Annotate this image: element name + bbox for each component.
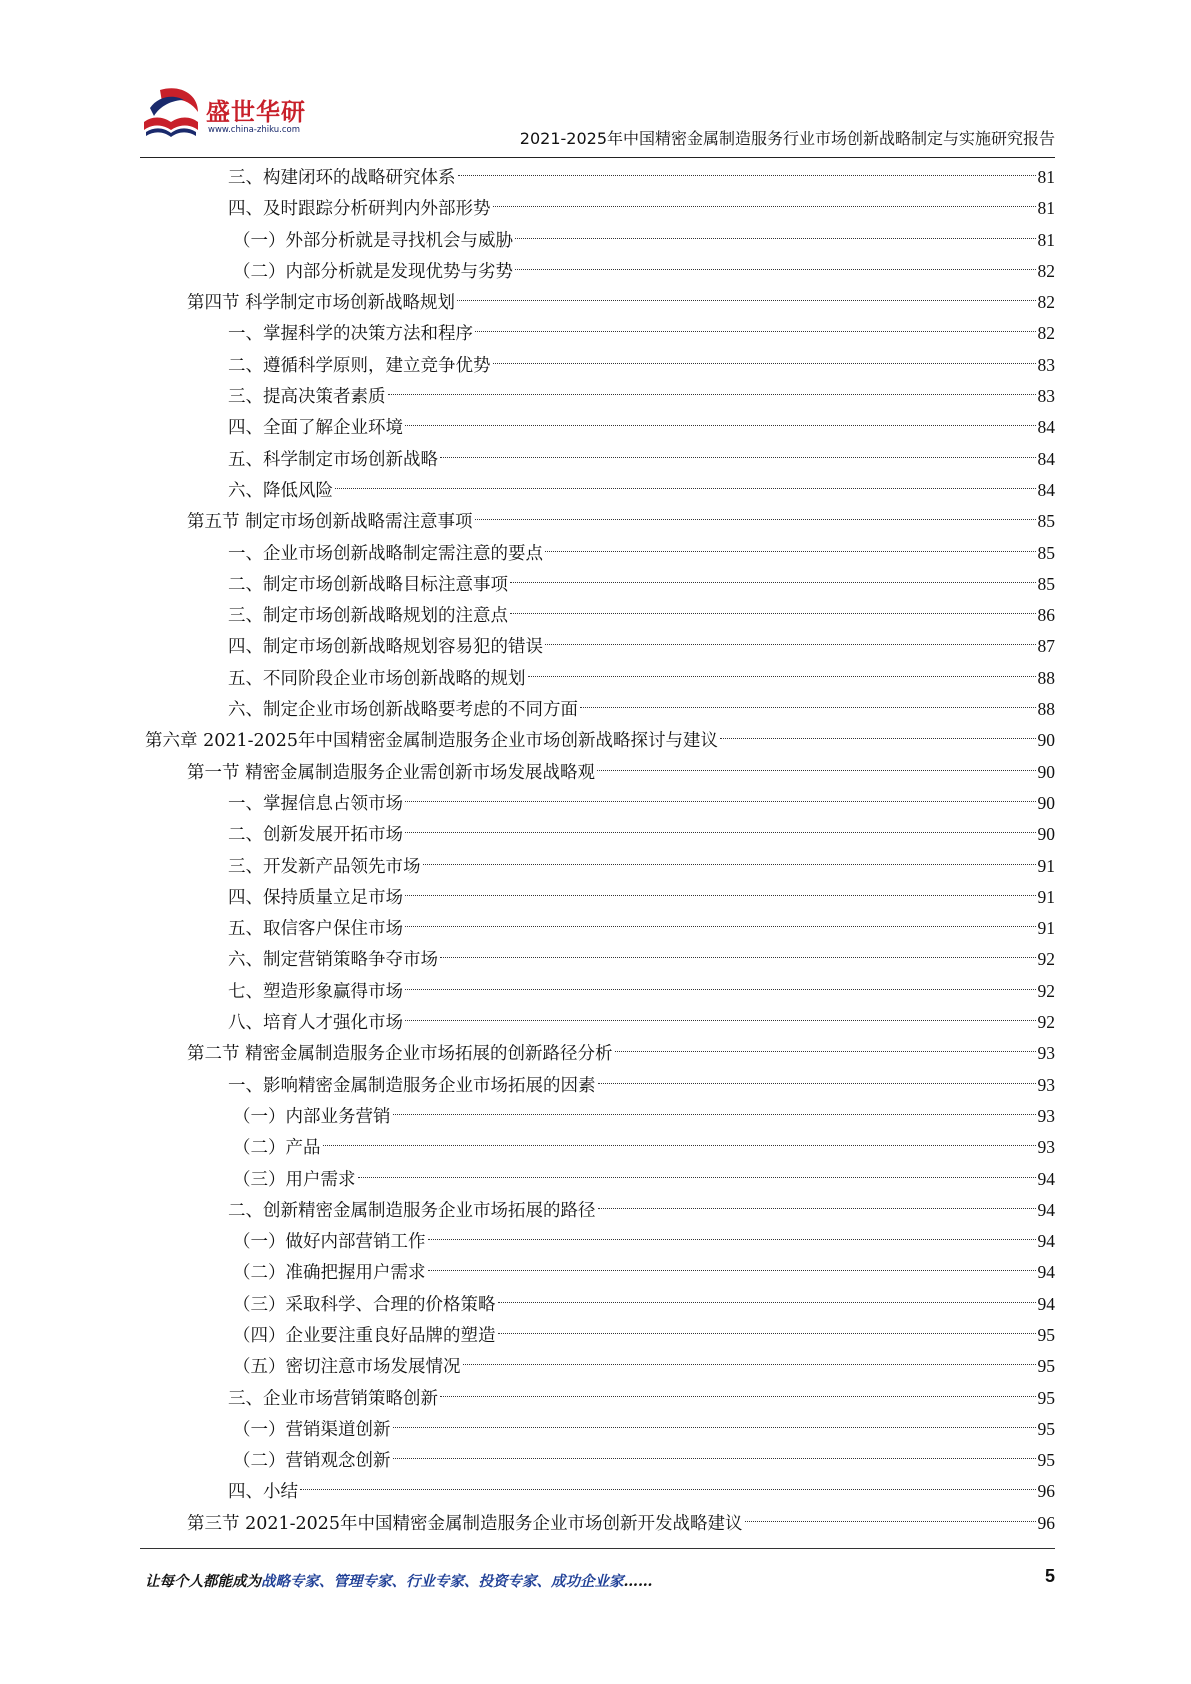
toc-entry-page: 92 <box>1037 1012 1055 1033</box>
toc-dot-leader <box>423 864 1036 865</box>
toc-entry-page: 94 <box>1037 1262 1055 1283</box>
logo-url: www.china-zhiku.com <box>208 125 300 135</box>
toc-dot-leader <box>515 238 1036 239</box>
toc-entry[interactable] <box>145 694 1055 725</box>
toc-entry[interactable] <box>145 412 1055 443</box>
toc-entry-page: 95 <box>1037 1324 1055 1345</box>
toc-dot-leader <box>463 1364 1036 1365</box>
toc-entry-title: （二）内部分析就是发现优势与劣势 <box>233 261 513 282</box>
toc-entry-page: 91 <box>1037 855 1055 876</box>
toc-entry-title: 四、制定市场创新战略规划容易犯的错误 <box>228 637 543 658</box>
toc-entry-title: 三、构建闭环的战略研究体系 <box>228 168 456 188</box>
toc-dot-leader <box>405 801 1036 802</box>
toc-entry-page: 93 <box>1037 1043 1055 1064</box>
toc-entry-page: 91 <box>1037 918 1055 939</box>
toc-entry-title: （一）外部分析就是寻找机会与威胁 <box>233 230 513 251</box>
toc-entry[interactable] <box>145 1101 1055 1132</box>
toc-entry[interactable] <box>145 631 1055 662</box>
header-divider <box>140 157 1055 158</box>
toc-dot-leader <box>598 1083 1036 1084</box>
toc-entry-title: 三、提高决策者素质 <box>228 387 386 408</box>
footer-slogan <box>145 1570 653 1591</box>
toc-entry-title: 第六章 2021-2025年中国精密金属制造服务企业市场创新战略探讨与建议 <box>145 731 719 752</box>
toc-entry-title: 八、培育人才强化市场 <box>228 1013 403 1034</box>
toc-entry[interactable] <box>145 663 1055 694</box>
toc-entry-title: 六、制定营销策略争夺市场 <box>228 950 438 971</box>
toc-entry-page: 90 <box>1037 761 1055 782</box>
toc-entry[interactable] <box>145 1164 1055 1195</box>
footer-slogan-suffix: …… <box>623 1573 653 1590</box>
toc-entry-page: 84 <box>1037 448 1055 469</box>
toc-dot-leader <box>720 738 1035 739</box>
toc-entry[interactable] <box>145 350 1055 381</box>
toc-dot-leader <box>393 1427 1036 1428</box>
toc-entry-title: （三）采取科学、合理的价格策略 <box>233 1294 496 1315</box>
toc-entry-page: 81 <box>1037 167 1055 187</box>
toc-entry-title: 第五节 制定市场创新战略需注意事项 <box>187 512 473 533</box>
toc-entry-title: （三）用户需求 <box>233 1169 356 1190</box>
toc-entry-title: 一、企业市场创新战略制定需注意的要点 <box>228 543 543 564</box>
toc-entry-page: 86 <box>1037 605 1055 626</box>
toc-entry[interactable] <box>145 1226 1055 1257</box>
toc-entry-title: （一）内部业务营销 <box>233 1106 391 1127</box>
toc-entry-page: 93 <box>1037 1105 1055 1126</box>
toc-dot-leader <box>388 394 1036 395</box>
toc-entry-title: 一、掌握信息占领市场 <box>228 793 403 814</box>
toc-entry-page: 85 <box>1037 573 1055 594</box>
toc-entry-title: 三、制定市场创新战略规划的注意点 <box>228 606 508 627</box>
toc-entry-page: 95 <box>1037 1450 1055 1471</box>
toc-entry-title: （一）做好内部营销工作 <box>233 1232 426 1253</box>
toc-dot-leader <box>597 770 1035 771</box>
company-logo <box>140 82 330 146</box>
toc-entry[interactable] <box>145 725 1055 756</box>
toc-dot-leader <box>458 175 1036 176</box>
toc-entry-page: 95 <box>1037 1387 1055 1408</box>
toc-entry-page: 84 <box>1037 417 1055 438</box>
toc-entry-page: 96 <box>1037 1512 1055 1533</box>
toc-entry[interactable] <box>145 569 1055 600</box>
table-of-contents <box>145 162 1055 1539</box>
toc-entry-title: 第三节 2021-2025年中国精密金属制造服务企业市场创新开发战略建议 <box>187 1513 743 1534</box>
toc-entry[interactable] <box>145 882 1055 913</box>
toc-dot-leader <box>405 926 1036 927</box>
toc-entry-title: 二、制定市场创新战略目标注意事项 <box>228 574 508 595</box>
toc-entry[interactable] <box>145 944 1055 975</box>
toc-entry[interactable] <box>145 1508 1055 1539</box>
toc-entry[interactable] <box>145 1445 1055 1476</box>
toc-entry-page: 94 <box>1037 1199 1055 1220</box>
toc-entry[interactable] <box>145 444 1055 475</box>
toc-dot-leader <box>393 1458 1036 1459</box>
toc-dot-leader <box>745 1521 1036 1522</box>
toc-entry-title: 七、塑造形象赢得市场 <box>228 981 403 1002</box>
toc-entry-title: （二）营销观念创新 <box>233 1451 391 1472</box>
toc-dot-leader <box>498 1302 1036 1303</box>
toc-entry-title: 五、不同阶段企业市场创新战略的规划 <box>228 668 526 689</box>
toc-entry-page: 95 <box>1037 1418 1055 1439</box>
toc-entry[interactable] <box>145 976 1055 1007</box>
toc-entry-page: 90 <box>1037 730 1055 751</box>
toc-dot-leader <box>457 300 1035 301</box>
toc-dot-leader <box>493 206 1036 207</box>
toc-entry-page: 83 <box>1037 386 1055 407</box>
toc-entry-page: 93 <box>1037 1137 1055 1158</box>
toc-dot-leader <box>475 519 1036 520</box>
toc-entry[interactable] <box>145 1351 1055 1382</box>
toc-dot-leader <box>475 331 1036 332</box>
toc-entry[interactable] <box>145 1320 1055 1351</box>
toc-entry-page: 88 <box>1037 699 1055 720</box>
toc-entry-title: （二）准确把握用户需求 <box>233 1263 426 1284</box>
toc-entry-title: 一、掌握科学的决策方法和程序 <box>228 324 473 345</box>
toc-dot-leader <box>428 1270 1036 1271</box>
toc-entry[interactable] <box>145 475 1055 506</box>
toc-entry[interactable] <box>145 1195 1055 1226</box>
footer-slogan-highlight: 战略专家、管理专家、行业专家、投资专家、成功企业家 <box>261 1573 624 1590</box>
toc-dot-leader <box>498 1333 1036 1334</box>
toc-dot-leader <box>528 676 1036 677</box>
toc-entry-page: 88 <box>1037 667 1055 688</box>
toc-entry-page: 94 <box>1037 1168 1055 1189</box>
toc-dot-leader <box>428 1239 1036 1240</box>
toc-entry-title: （一）营销渠道创新 <box>233 1419 391 1440</box>
toc-dot-leader <box>545 551 1036 552</box>
toc-entry-title: 四、全面了解企业环境 <box>228 418 403 439</box>
footer-divider <box>140 1548 1055 1549</box>
toc-entry[interactable] <box>145 1038 1055 1069</box>
toc-entry-title: 第四节 科学制定市场创新战略规划 <box>187 293 456 314</box>
toc-dot-leader <box>615 1051 1036 1052</box>
toc-entry[interactable] <box>145 1476 1055 1507</box>
toc-dot-leader <box>405 1020 1036 1021</box>
toc-entry-title: 二、创新精密金属制造服务企业市场拓展的路径 <box>228 1200 596 1221</box>
toc-entry-title: 第一节 精密金属制造服务企业需创新市场发展战略观 <box>187 762 596 783</box>
toc-dot-leader <box>545 644 1036 645</box>
toc-entry-page: 90 <box>1037 824 1055 845</box>
toc-entry[interactable] <box>145 538 1055 569</box>
toc-entry-title: 五、取信客户保住市场 <box>228 919 403 940</box>
toc-entry[interactable] <box>145 1383 1055 1414</box>
toc-entry-page: 81 <box>1037 198 1055 219</box>
toc-dot-leader <box>493 363 1036 364</box>
toc-entry[interactable] <box>145 506 1055 537</box>
toc-dot-leader <box>598 1208 1036 1209</box>
toc-entry-page: 84 <box>1037 479 1055 500</box>
toc-entry-page: 96 <box>1037 1481 1055 1502</box>
toc-entry[interactable] <box>145 162 1055 193</box>
toc-entry[interactable] <box>145 1132 1055 1163</box>
toc-entry[interactable] <box>145 757 1055 788</box>
logo-emblem-icon <box>140 82 202 144</box>
toc-dot-leader <box>323 1145 1036 1146</box>
toc-entry-title: 六、制定企业市场创新战略要考虑的不同方面 <box>228 700 578 721</box>
toc-entry-page: 91 <box>1037 886 1055 907</box>
toc-dot-leader <box>405 832 1036 833</box>
toc-entry[interactable] <box>145 1257 1055 1288</box>
toc-entry-title: 四、及时跟踪分析研判内外部形势 <box>228 199 491 220</box>
toc-entry-title: 二、创新发展开拓市场 <box>228 825 403 846</box>
toc-entry[interactable] <box>145 225 1055 256</box>
footer-slogan-prefix: 让每个人都能成为 <box>145 1573 261 1590</box>
toc-dot-leader <box>510 582 1036 583</box>
toc-entry-page: 92 <box>1037 949 1055 970</box>
toc-entry-page: 82 <box>1037 292 1055 313</box>
toc-entry-page: 81 <box>1037 229 1055 250</box>
toc-entry[interactable] <box>145 381 1055 412</box>
toc-entry[interactable] <box>145 1289 1055 1320</box>
toc-entry-title: 四、保持质量立足市场 <box>228 887 403 908</box>
toc-entry-title: 四、小结 <box>228 1482 298 1503</box>
toc-entry-page: 85 <box>1037 542 1055 563</box>
toc-entry-page: 92 <box>1037 980 1055 1001</box>
toc-entry-page: 94 <box>1037 1231 1055 1252</box>
toc-dot-leader <box>358 1177 1036 1178</box>
toc-entry-page: 87 <box>1037 636 1055 657</box>
toc-entry-title: 第二节 精密金属制造服务企业市场拓展的创新路径分析 <box>187 1044 613 1065</box>
toc-dot-leader <box>440 957 1036 958</box>
toc-entry-page: 93 <box>1037 1074 1055 1095</box>
page-header <box>140 82 1055 152</box>
toc-entry[interactable] <box>145 819 1055 850</box>
toc-entry[interactable] <box>145 287 1055 318</box>
report-title: 2021-2025年中国精密金属制造服务行业市场创新战略制定与实施研究报告 <box>519 129 1055 148</box>
toc-entry[interactable] <box>145 1007 1055 1038</box>
toc-entry-title: （二）产品 <box>233 1138 321 1159</box>
toc-entry-title: 三、开发新产品领先市场 <box>228 856 421 877</box>
toc-entry[interactable] <box>145 256 1055 287</box>
toc-entry[interactable] <box>145 1414 1055 1445</box>
toc-entry-page: 85 <box>1037 511 1055 532</box>
toc-dot-leader <box>515 269 1036 270</box>
toc-entry-page: 82 <box>1037 260 1055 281</box>
toc-dot-leader <box>510 613 1036 614</box>
toc-entry[interactable] <box>145 318 1055 349</box>
toc-entry[interactable] <box>145 913 1055 944</box>
toc-entry-page: 94 <box>1037 1293 1055 1314</box>
toc-entry-page: 95 <box>1037 1356 1055 1377</box>
toc-dot-leader <box>405 895 1036 896</box>
toc-dot-leader <box>405 989 1036 990</box>
toc-dot-leader <box>440 1396 1036 1397</box>
toc-entry-page: 90 <box>1037 792 1055 813</box>
toc-entry-title: 二、遵循科学原则，建立竞争优势 <box>228 355 491 376</box>
toc-entry[interactable] <box>145 788 1055 819</box>
toc-dot-leader <box>440 457 1036 458</box>
toc-dot-leader <box>300 1489 1036 1490</box>
toc-dot-leader <box>335 488 1036 489</box>
toc-entry-title: （五）密切注意市场发展情况 <box>233 1357 461 1378</box>
toc-entry-title: 三、企业市场营销策略创新 <box>228 1388 438 1409</box>
toc-entry[interactable] <box>145 600 1055 631</box>
toc-entry-title: 一、影响精密金属制造服务企业市场拓展的因素 <box>228 1075 596 1096</box>
page-number: 5 <box>1044 1566 1055 1586</box>
toc-entry-page: 83 <box>1037 354 1055 375</box>
toc-entry[interactable] <box>145 193 1055 224</box>
toc-dot-leader <box>580 707 1036 708</box>
toc-entry-title: （四）企业要注重良好品牌的塑造 <box>233 1325 496 1346</box>
toc-dot-leader <box>405 425 1036 426</box>
toc-dot-leader <box>393 1114 1036 1115</box>
toc-entry[interactable] <box>145 1070 1055 1101</box>
logo-text: 盛世华研 <box>206 98 306 126</box>
toc-entry-title: 五、科学制定市场创新战略 <box>228 449 438 470</box>
toc-entry[interactable] <box>145 851 1055 882</box>
toc-entry-title: 六、降低风险 <box>228 480 333 501</box>
toc-entry-page: 82 <box>1037 323 1055 344</box>
